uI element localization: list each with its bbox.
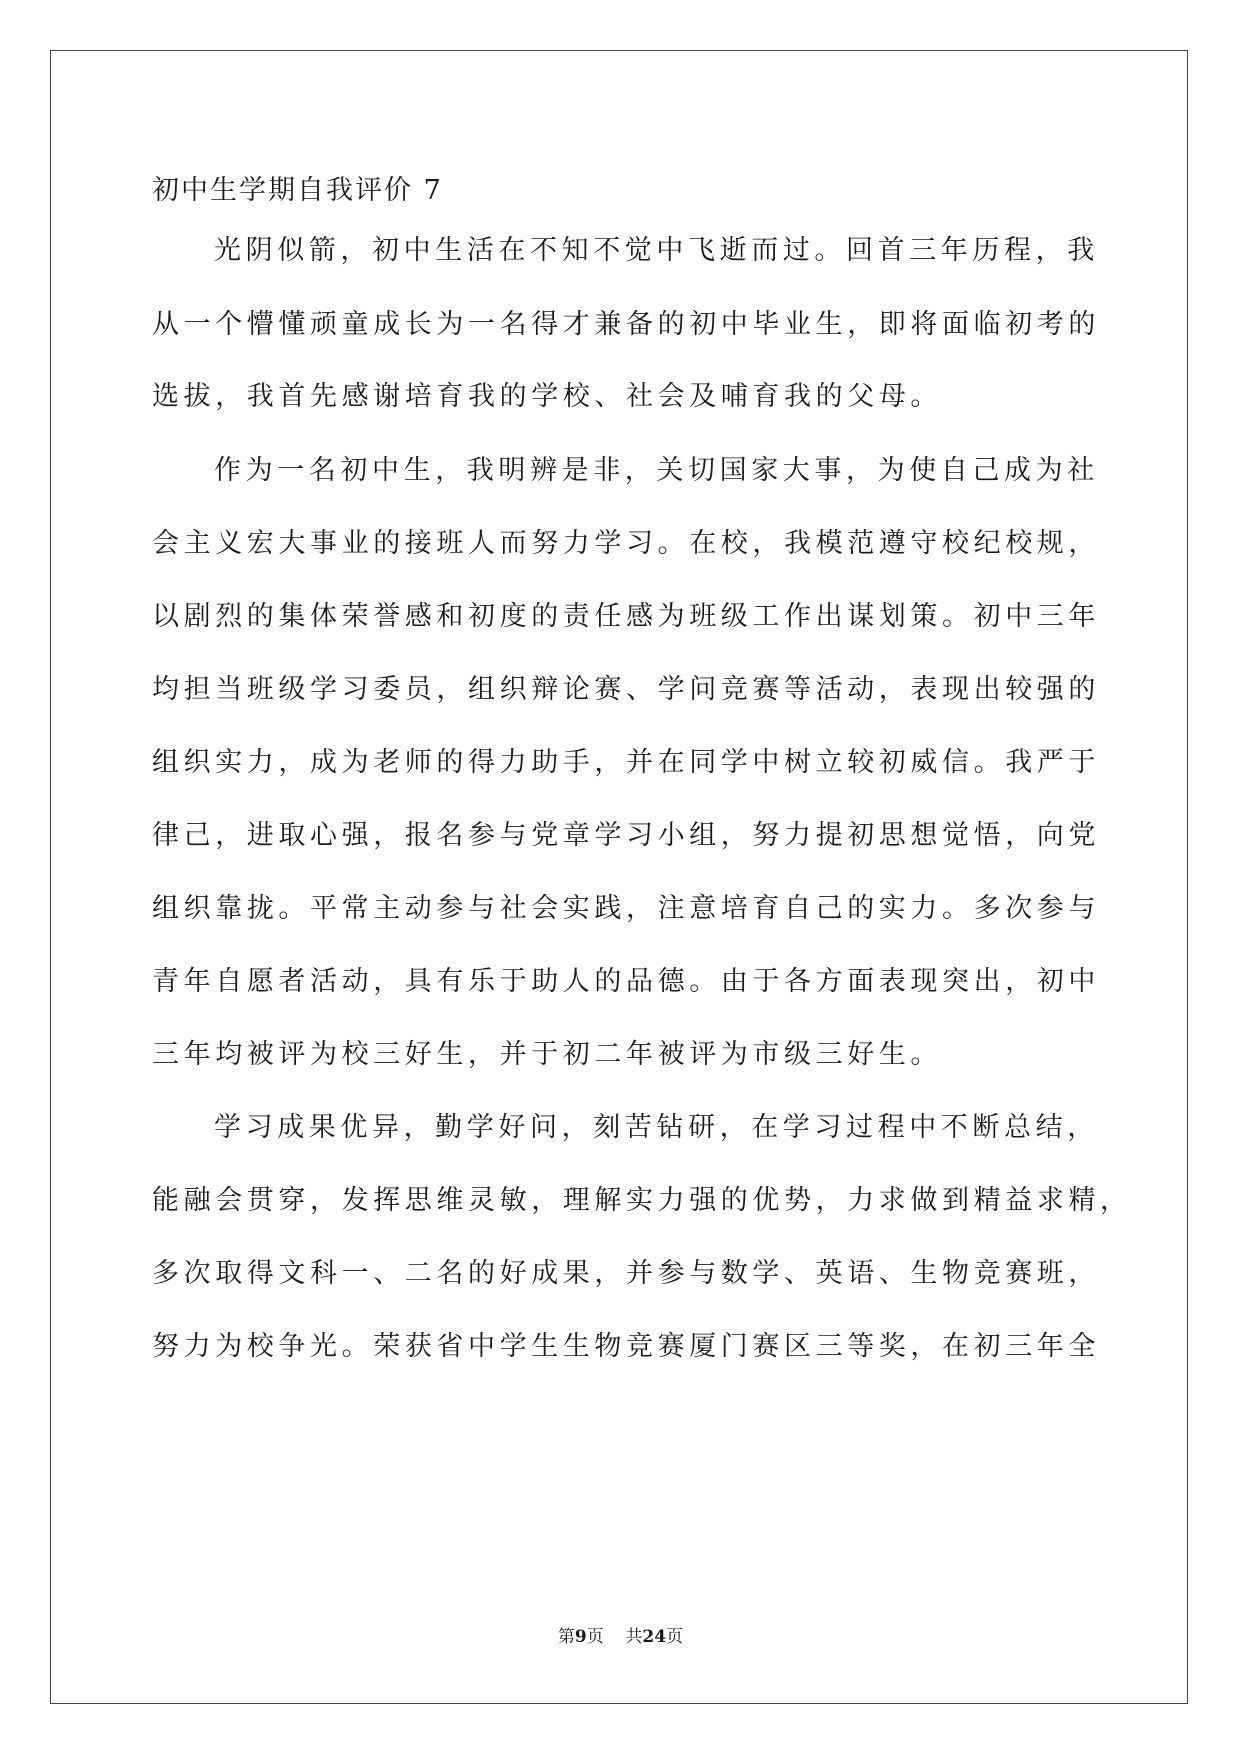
document-title: 初中生学期自我评价 7 <box>152 175 443 206</box>
paragraph-line: 律己，进取心强，报名参与党章学习小组，努力提初思想觉悟，向党 <box>152 820 1100 851</box>
paragraph-line: 以剧烈的集体荣誉感和初度的责任感为班级工作出谋划策。初中三年 <box>152 601 1100 632</box>
paragraph-line: 均担当班级学习委员，组织辩论赛、学问竞赛等活动，表现出较强的 <box>152 674 1100 705</box>
paragraph-line: 努力为校争光。荣获省中学生生物竞赛厦门赛区三等奖，在初三年全 <box>152 1331 1100 1362</box>
paragraph-line: 三年均被评为校三好生，并于初二年被评为市级三好生。 <box>152 1039 942 1070</box>
page-suffix: 页 <box>586 1627 604 1647</box>
paragraph-line: 青年自愿者活动，具有乐于助人的品德。由于各方面表现突出，初中 <box>152 966 1100 997</box>
paragraph-line: 多次取得文科一、二名的好成果，并参与数学、英语、生物竞赛班， <box>152 1258 1100 1289</box>
page-prefix: 第 <box>557 1627 575 1647</box>
page-footer <box>0 1622 1241 1647</box>
paragraph-line: 会主义宏大事业的接班人而努力学习。在校，我模范遵守校纪校规， <box>152 528 1100 559</box>
paragraph-line: 作为一名初中生，我明辨是非，关切国家大事，为使自己成为社 <box>214 455 1099 486</box>
total-pages: 24 <box>642 1627 667 1647</box>
paragraph-line: 组织靠拢。平常主动参与社会实践，注意培育自己的实力。多次参与 <box>152 893 1100 924</box>
page-number: 9 <box>574 1627 587 1647</box>
paragraph-line: 选拔，我首先感谢培育我的学校、社会及哺育我的父母。 <box>152 381 942 412</box>
paragraph-line: 光阴似箭，初中生活在不知不觉中飞逝而过。回首三年历程，我 <box>214 235 1099 266</box>
paragraph-line: 组织实力，成为老师的得力助手，并在同学中树立较初威信。我严于 <box>152 747 1100 778</box>
paragraph-line: 从一个懵懂顽童成长为一名得才兼备的初中毕业生，即将面临初考的 <box>152 309 1100 340</box>
paragraph-line: 学习成果优异，勤学好问，刻苦钻研，在学习过程中不断总结， <box>214 1112 1099 1143</box>
paragraph-line: 能融会贯穿，发挥思维灵敏，理解实力强的优势，力求做到精益求精， <box>152 1185 1132 1216</box>
total-prefix: 共 <box>625 1627 643 1647</box>
total-suffix: 页 <box>666 1627 684 1647</box>
page-border <box>50 50 1188 1704</box>
